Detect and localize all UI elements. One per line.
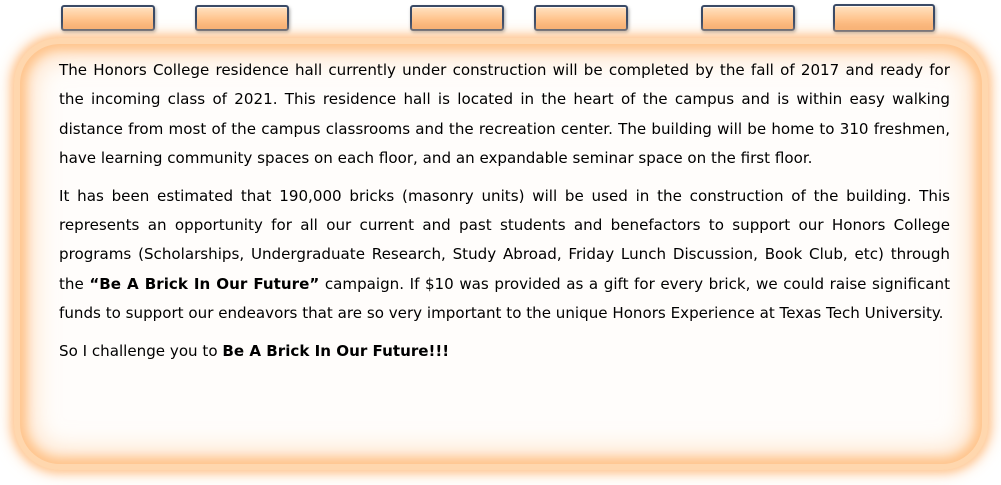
- nav-tab-3[interactable]: [410, 5, 504, 31]
- campaign-text-end: campaign. If $10 was provided as a gift for every brick, we could raise significant funds to support our endeavors that are so very important to the unique Honors Experience at Texas Tech University.: [59, 274, 950, 323]
- challenge-text: So I challenge you to: [59, 341, 223, 360]
- nav-tab-5[interactable]: [701, 5, 795, 31]
- nav-tab-6[interactable]: [833, 4, 935, 32]
- campaign-text-start: It has been estimated that 190,000 bricks (masonry units) will be used in the construction of the building. This represents an opportunity for all our current and past students and benefactors to support our Honors College programs (Scholarships, Undergraduate Research, Study Abroad, Friday Lunch Discussion, Book Club, etc) through the: [59, 186, 950, 293]
- campaign-name: “Be A Brick In Our Future”: [89, 274, 320, 293]
- paragraph-bricks-campaign: [59, 182, 950, 329]
- nav-tab-4[interactable]: [534, 5, 628, 31]
- paragraph-residence-hall: The Honors College residence hall currently under construction will be completed by the fall of 2017 and ready for the incoming class of 2021. This residence hall is located in the heart of the campus and is within easy walking distance from most of the campus classrooms and the recreation center. The building will be home to 310 freshmen, have learning community spaces on each floor, and an expandable seminar space on the first floor.: [59, 61, 950, 168]
- article-body: [59, 56, 950, 374]
- nav-tab-1[interactable]: [61, 5, 155, 31]
- challenge-slogan: Be A Brick In Our Future!!!: [222, 341, 450, 360]
- nav-tab-2[interactable]: [195, 5, 289, 31]
- paragraph-challenge: [59, 337, 950, 366]
